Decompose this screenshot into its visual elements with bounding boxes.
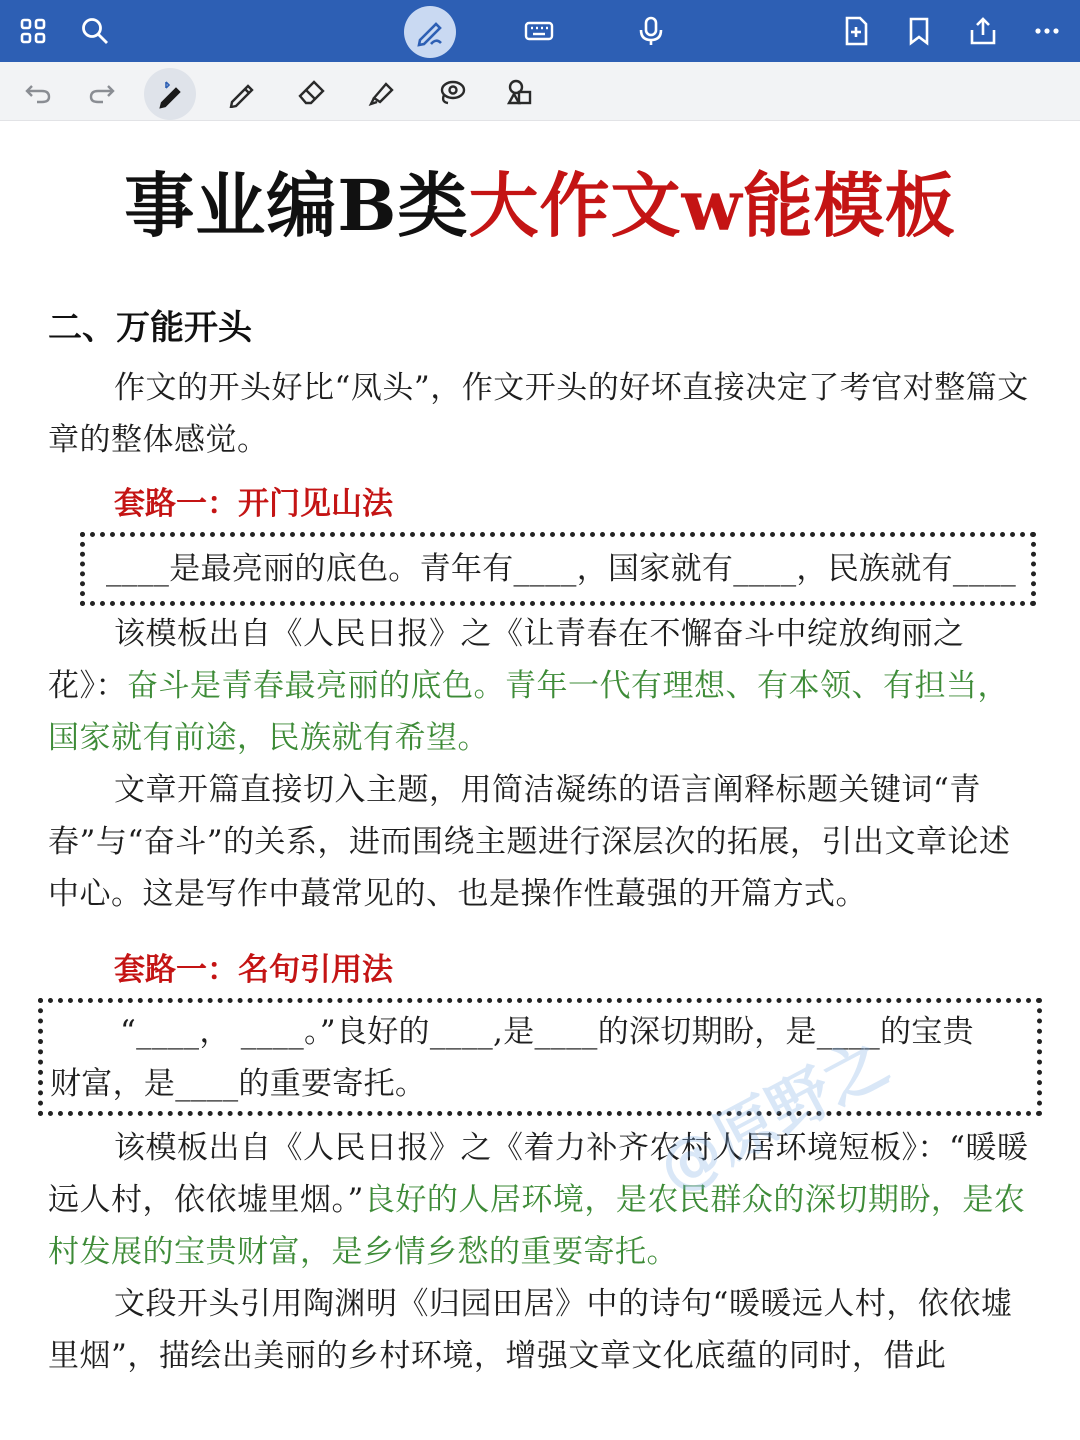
intro-paragraph: 作文的开头好比“凤头”，作文开头的好坏直接决定了考官对整篇文章的整体感觉。 bbox=[48, 370, 1029, 458]
lasso-icon[interactable] bbox=[432, 72, 472, 112]
shapes-icon[interactable] bbox=[500, 72, 540, 112]
search-icon[interactable] bbox=[74, 10, 116, 52]
pencil-icon[interactable] bbox=[222, 72, 262, 112]
pen-mode-icon[interactable] bbox=[404, 6, 456, 58]
share-icon[interactable] bbox=[962, 10, 1004, 52]
title-part-black: 事业编B类 bbox=[124, 164, 469, 247]
more-icon[interactable] bbox=[1026, 10, 1068, 52]
method2-template-line2: 财富，是____的重要寄托。 bbox=[50, 1066, 427, 1102]
method1-source-paragraph bbox=[48, 608, 1038, 764]
method2-source: 该模板出自《人民日报》之《着力补齐农村人居环境短板》：“暖暖远人村，依依墟里烟。” bbox=[48, 1130, 1029, 1218]
watermark: @原野之 bbox=[646, 1025, 900, 1206]
add-page-icon[interactable] bbox=[835, 10, 877, 52]
method1-label: 套路一：开门见山法 bbox=[114, 486, 393, 522]
keyboard-icon[interactable] bbox=[518, 10, 560, 52]
method1-example: 奋斗是青春最亮丽的底色。青年一代有理想、有本领、有担当，国家就有前途，民族就有希望。 bbox=[48, 668, 1009, 756]
method1-template: ____是最亮丽的底色。青年有____，国家就有____，民族就有____ bbox=[106, 551, 1017, 587]
bookmark-icon[interactable] bbox=[898, 10, 940, 52]
title-part-red: 大作文w能模板 bbox=[468, 164, 956, 247]
section-heading: 二、万能开头 bbox=[48, 308, 252, 348]
redo-icon[interactable] bbox=[82, 72, 122, 112]
method1-analysis: 文章开篇直接切入主题，用简洁凝练的语言阐释标题关键词“青春”与“奋斗”的关系，进而围绕主题进行深层次的拓展，引出文章论述中心。这是写作中蕞常见的、也是操作性蕞强的开篇方式。 bbox=[48, 772, 1011, 912]
method2-analysis: 文段开头引用陶渊明《归园田居》中的诗句“暖暖远人村，依依墟里烟”，描绘出美丽的乡村环境，增强文章文化底蕴的同时，借此 bbox=[48, 1286, 1013, 1374]
method2-label: 套路一：名句引用法 bbox=[114, 952, 393, 988]
method1-source: 该模板出自《人民日报》之《让青春在不懈奋斗中绽放绚丽之花》： bbox=[48, 616, 965, 704]
pen-toolbar bbox=[0, 62, 1080, 121]
page-title bbox=[0, 150, 1080, 251]
method2-source-paragraph bbox=[48, 1122, 1038, 1278]
top-app-bar bbox=[0, 0, 1080, 62]
microphone-icon[interactable] bbox=[630, 10, 672, 52]
eraser-icon[interactable] bbox=[292, 72, 332, 112]
highlighter-icon[interactable] bbox=[362, 72, 402, 112]
grid-icon[interactable] bbox=[12, 10, 54, 52]
method2-template-line1: “____， ____。”良好的____,是____的深切期盼，是____的宝贵 bbox=[120, 1014, 974, 1050]
undo-icon[interactable] bbox=[18, 72, 58, 112]
method2-example: 良好的人居环境，是农民群众的深切期盼，是农村发展的宝贵财富，是乡情乡愁的重要寄托。 bbox=[48, 1182, 1026, 1270]
bluetooth-pen-icon[interactable] bbox=[144, 68, 196, 120]
